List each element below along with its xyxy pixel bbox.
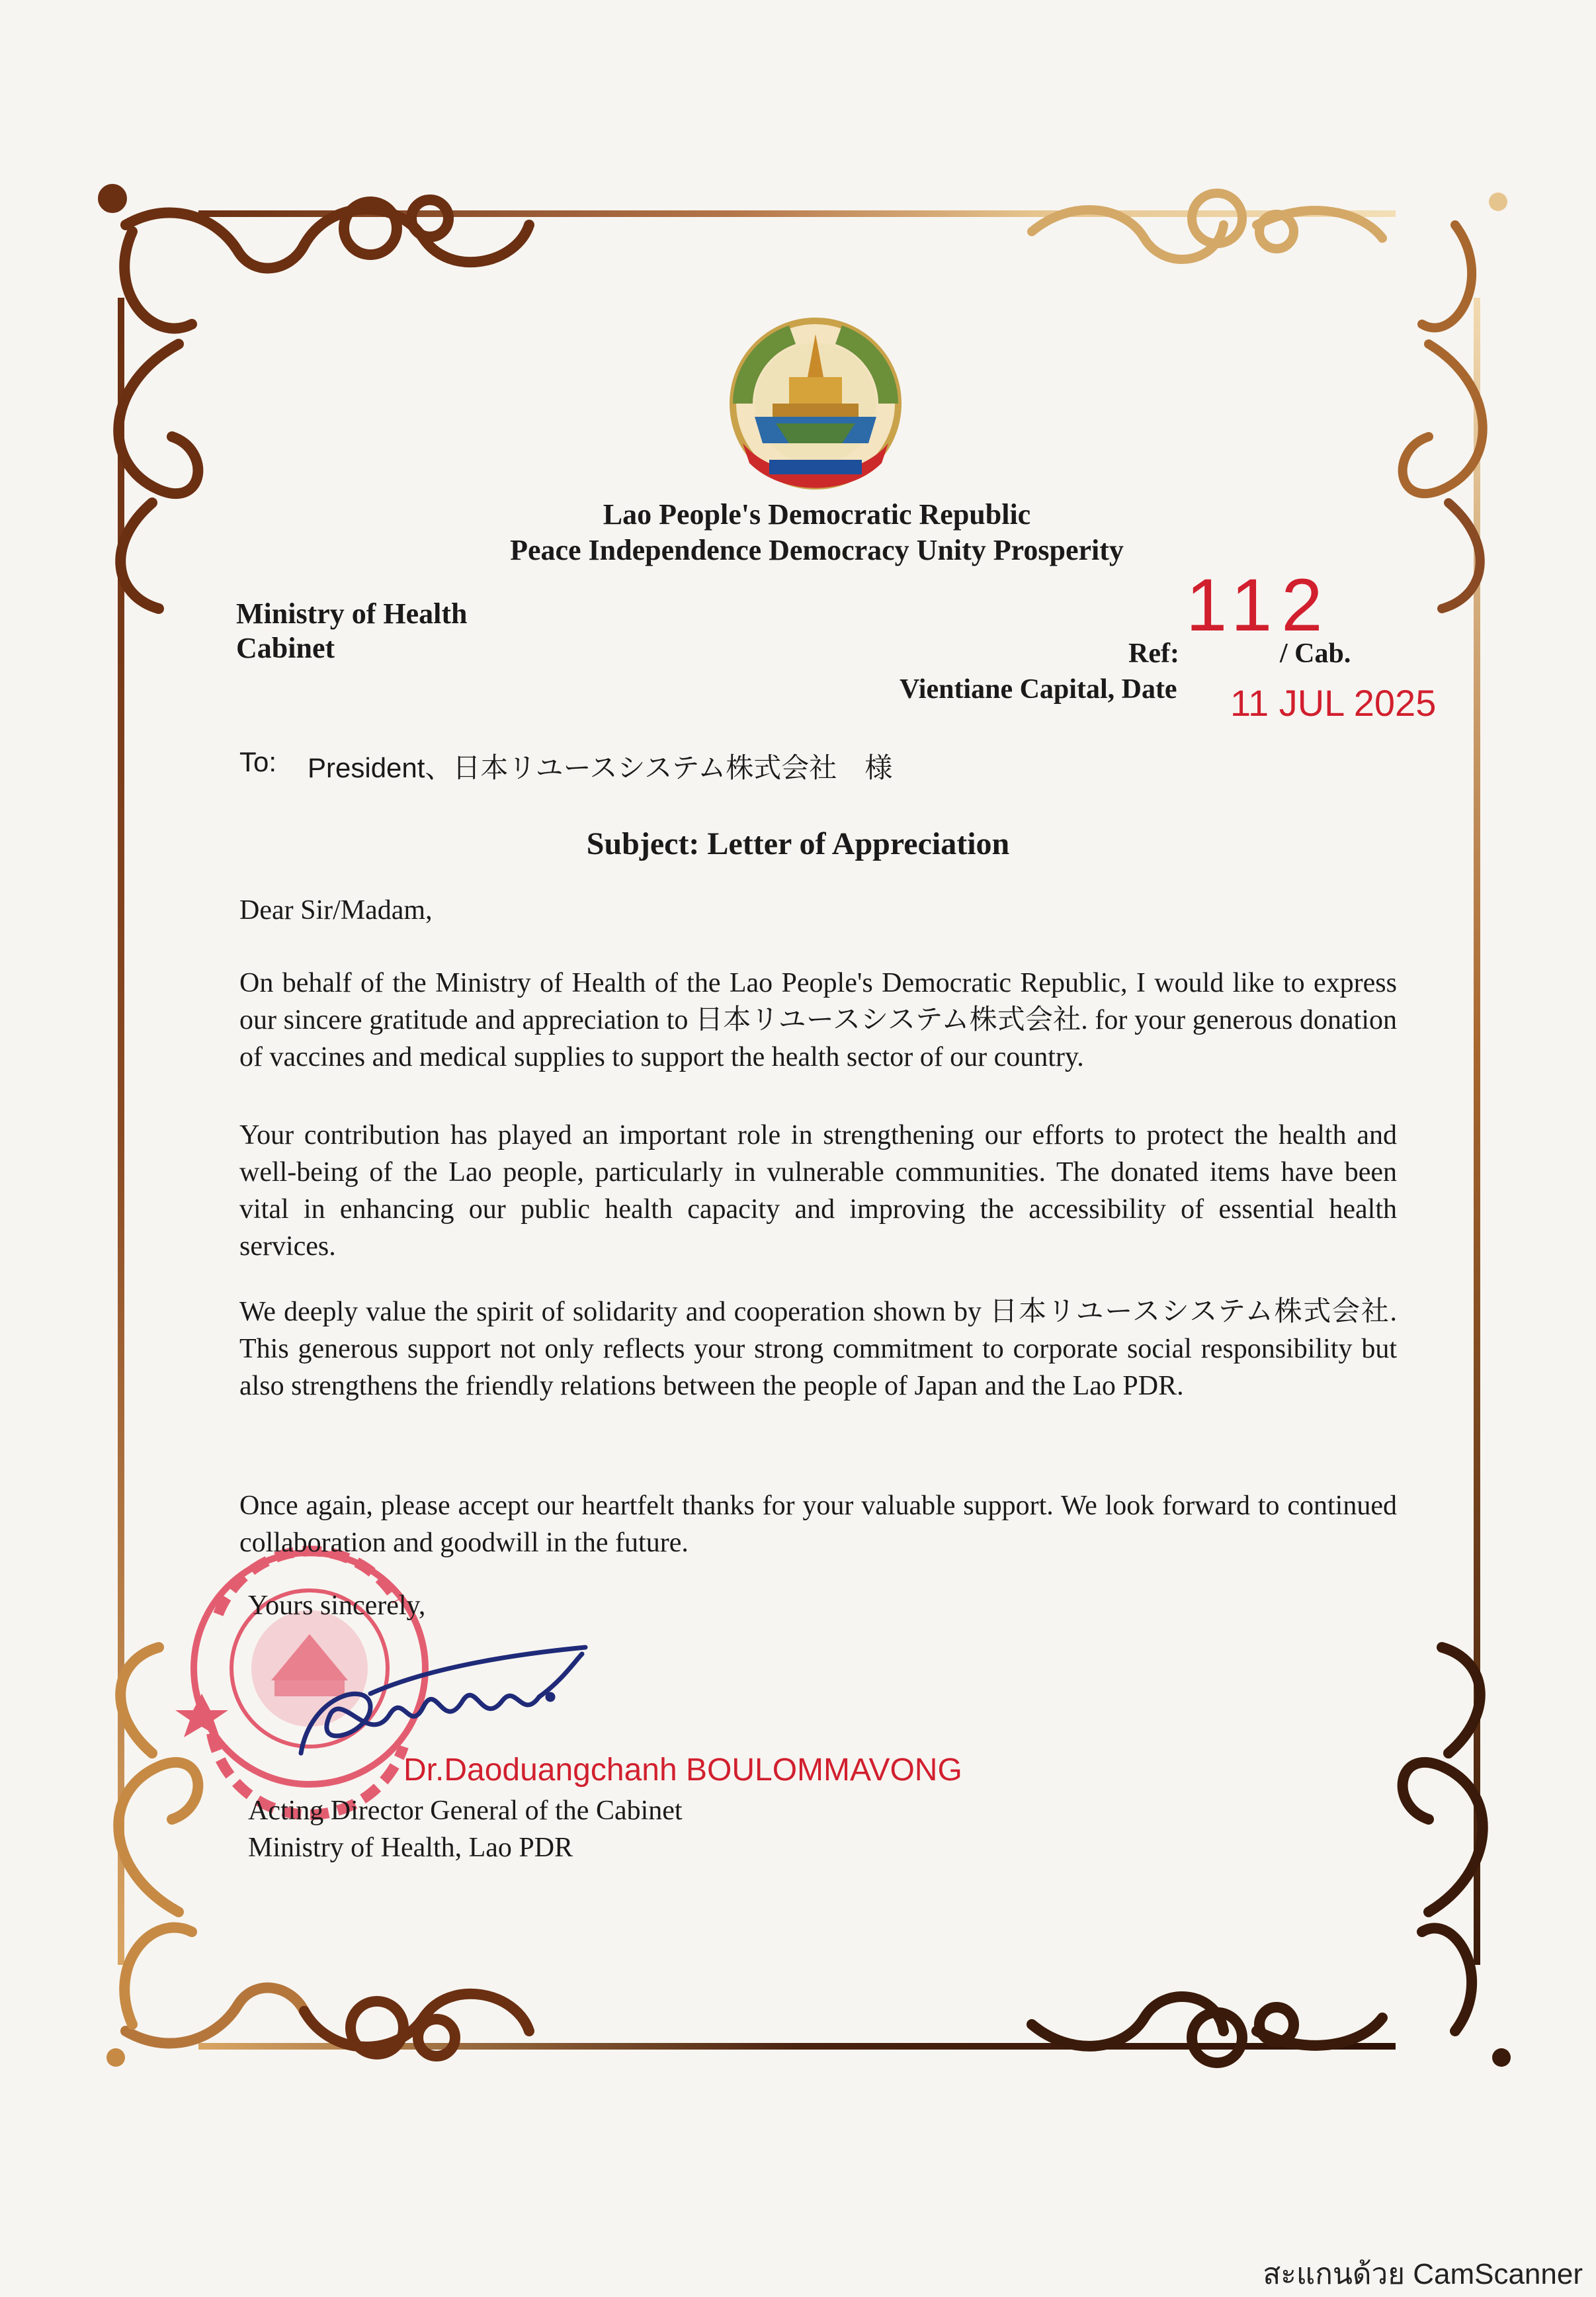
corner-ornament-top-left: [103, 189, 529, 609]
ref-suffix: / Cab.: [1280, 638, 1351, 669]
signatory-name: Dr.Daoduangchanh BOULOMMAVONG: [403, 1753, 962, 1788]
date-label: Vientiane Capital, Date: [900, 674, 1177, 705]
ref-label: Ref:: [1128, 638, 1179, 669]
closing: Yours sincerely,: [248, 1590, 426, 1621]
letter-date: 11 JUL 2025: [1230, 682, 1437, 724]
salutation: Dear Sir/Madam,: [239, 895, 433, 926]
scanner-watermark: สะแกนด้วย CamScanner: [1263, 2258, 1583, 2290]
signatory-org: Ministry of Health, Lao PDR: [248, 1833, 573, 1863]
reference-number: 112: [1186, 564, 1332, 646]
body-paragraph-4: Once again, please accept our heartfelt thanks for your valuable support. We look forward to continued collaboration and goodwill in the future.: [239, 1491, 1397, 1558]
corner-ornament-bottom-right: [1032, 1647, 1511, 2067]
office-name: Cabinet: [236, 632, 335, 664]
recipient-label: To:: [239, 746, 277, 777]
body-paragraph-1: On behalf of the Ministry of Health of the Lao People's Democratic Republic, I would like to express our sincere gratitude and appreciation to 日本リユースシステム株式会社. for your generous donation of vaccines and medical supplies to support the health sector of our country.: [239, 968, 1397, 1072]
signatory-title: Acting Director General of the Cabinet: [248, 1796, 683, 1826]
country-name: Lao People's Democratic Republic: [603, 498, 1031, 531]
body-paragraph-2: Your contribution has played an important role in strengthening our efforts to protect the health and well-being of the Lao people, particularly in vulnerable communities. The donated items have been vital in enhancing our public health capacity and improving the accessibility of essential health services.: [239, 1120, 1397, 1262]
subject-line: Subject: Letter of Appreciation: [586, 826, 1010, 861]
recipient-name: President、日本リユースシステム株式会社 様: [308, 752, 893, 783]
national-motto: Peace Independence Democracy Unity Prosperity: [510, 534, 1124, 566]
body-paragraph-3: We deeply value the spirit of solidarity and cooperation shown by 日本リユースシステム株式会社. This generous support not only reflects your strong commitment to corporate social responsibility but also strengthens the friendly relations between the people of Japan and the Lao PDR.: [239, 1297, 1397, 1401]
ministry-name: Ministry of Health: [236, 597, 468, 630]
lao-national-emblem-icon: [733, 321, 898, 488]
